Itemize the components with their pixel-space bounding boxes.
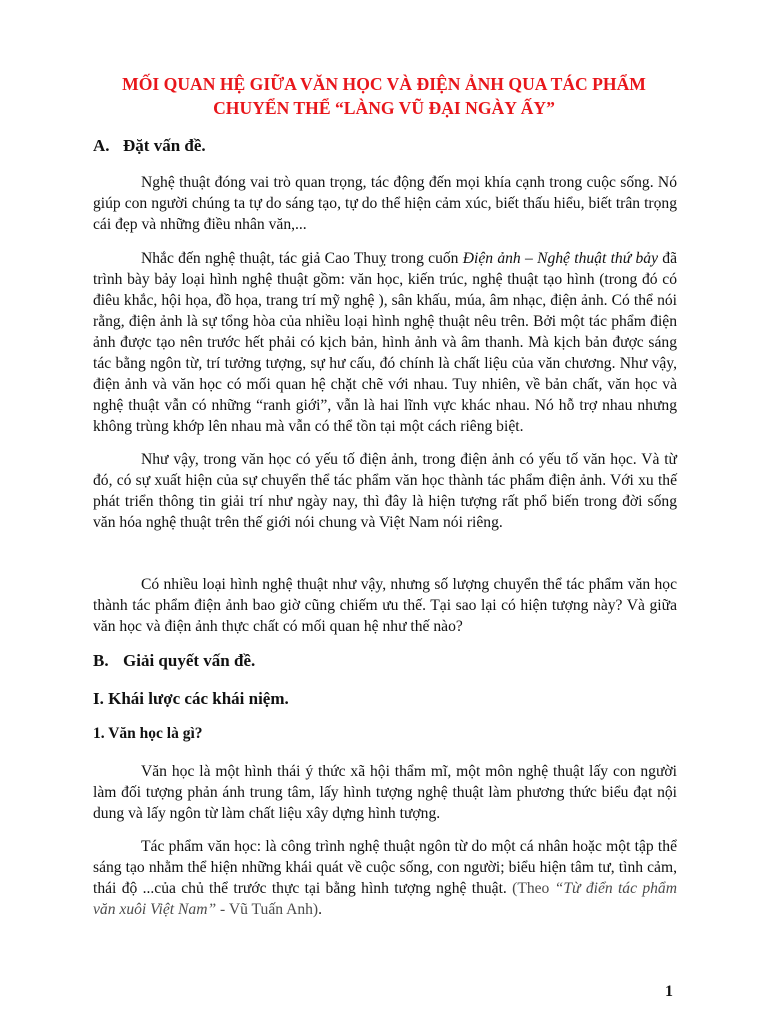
section-a-number: A. [93, 136, 110, 155]
section-1-heading: 1. Văn học là gì? [93, 725, 203, 742]
reference-author: - Vũ Tuấn Anh) [216, 901, 319, 918]
title-line-1: MỐI QUAN HỆ GIỮA VĂN HỌC VÀ ĐIỆN ẢNH QUA TÁC PHẨM [122, 74, 646, 94]
paragraph-6 [93, 836, 677, 920]
section-a-label: Đặt vấn đề. [123, 136, 206, 155]
paragraph-2-rest: đã trình bày bảy loại hình nghệ thuật gồm: văn học, kiến trúc, nghệ thuật tạo hình (trong đó có điêu khắc, hội họa, đồ họa, trang trí mỹ nghệ ), sân khấu, múa, âm nhạc, điện ảnh. Có thể nói rằng, điện ảnh là sự tổng hòa của nhiều loại hình nghệ thuật nêu trên. Bởi một tác phẩm điện ảnh được tạo nên trước hết phải có kịch bản, hình ảnh và âm thanh. Mà kịch bản được sáng tác bằng ngôn từ, trí tưởng tượng, sự hư cấu, đó chính là chất liệu của văn chương. Như vậy, điện ảnh và văn học có mối quan hệ chặt chẽ với nhau. Tuy nhiên, về bản chất, văn học và nghệ thuật vẫn có những “ranh giới”, vẫn là hai lĩnh vực khác nhau. Nó hỗ trợ nhau nhưng không trùng khớp lên nhau mà vẫn có thể tồn tại một cách riêng biệt. [93, 250, 678, 435]
paragraph-5: Văn học là một hình thái ý thức xã hội thẩm mĩ, một môn nghệ thuật lấy con người làm đối tượng phản ánh trung tâm, lấy hình tượng nghệ thuật làm phương thức biểu đạt nội dung và lấy ngôn từ làm chất liệu xây dựng hình tượng. [93, 763, 677, 822]
book-title: Điện ảnh – Nghệ thuật thứ bảy [462, 250, 659, 267]
paragraph-1: Nghệ thuật đóng vai trò quan trọng, tác động đến mọi khía cạnh trong cuộc sống. Nó giúp con người chúng ta tự do sáng tạo, tự do thể hiện cảm xúc, biết thấu hiểu, biết trân trọng cái đẹp và những điều nhân văn,... [93, 174, 677, 233]
reference-title: “Từ điển tác phẩm văn xuôi Việt Nam” [93, 880, 677, 918]
paragraph-2-lead: Nhắc đến nghệ thuật, tác giả Cao Thuỵ trong cuốn [141, 250, 463, 267]
section-a-heading [93, 135, 206, 157]
section-b-heading [93, 650, 255, 672]
paragraph-4: Có nhiều loại hình nghệ thuật như vậy, nhưng số lượng chuyển thể tác phẩm văn học thành tác phẩm điện ảnh bao giờ cũng chiếm ưu thế. Tại sao lại có hiện tượng này? Và giữa văn học và điện ảnh thực chất có mối quan hệ như thế nào? [93, 576, 677, 635]
page-number: 1 [665, 983, 673, 1000]
section-i-heading: I. Khái lược các khái niệm. [93, 689, 289, 708]
paragraph-2 [93, 248, 677, 437]
paragraph-6-text: Tác phẩm văn học: là công trình nghệ thuật ngôn từ do một cá nhân hoặc một tập thể sáng tạo nhằm thể hiện những khái quát về cuộc sống, con người; biểu hiện tâm tư, tình cảm, thái độ ...của chủ thể trước thực tại bằng hình tượng nghệ thuật. [93, 838, 677, 897]
section-b-number: B. [93, 651, 109, 670]
title-line-2: CHUYỂN THỂ “LÀNG VŨ ĐẠI NGÀY ẤY” [213, 98, 555, 118]
reference-open: (Theo [512, 880, 555, 897]
document-title [90, 72, 678, 120]
reference-close: . [318, 901, 323, 918]
paragraph-3: Như vậy, trong văn học có yếu tố điện ảnh, trong điện ảnh có yếu tố văn học. Và từ đó, có sự xuất hiện của sự chuyển thể tác phẩm văn học thành tác phẩm điện ảnh. Với xu thế phát triển thông tin giải trí như ngày nay, thì đây là hiện tượng rất phổ biến trong đời sống văn hóa nghệ thuật trên thế giới nói chung và Việt Nam nói riêng. [93, 451, 677, 531]
section-b-label: Giải quyết vấn đề. [123, 651, 256, 670]
